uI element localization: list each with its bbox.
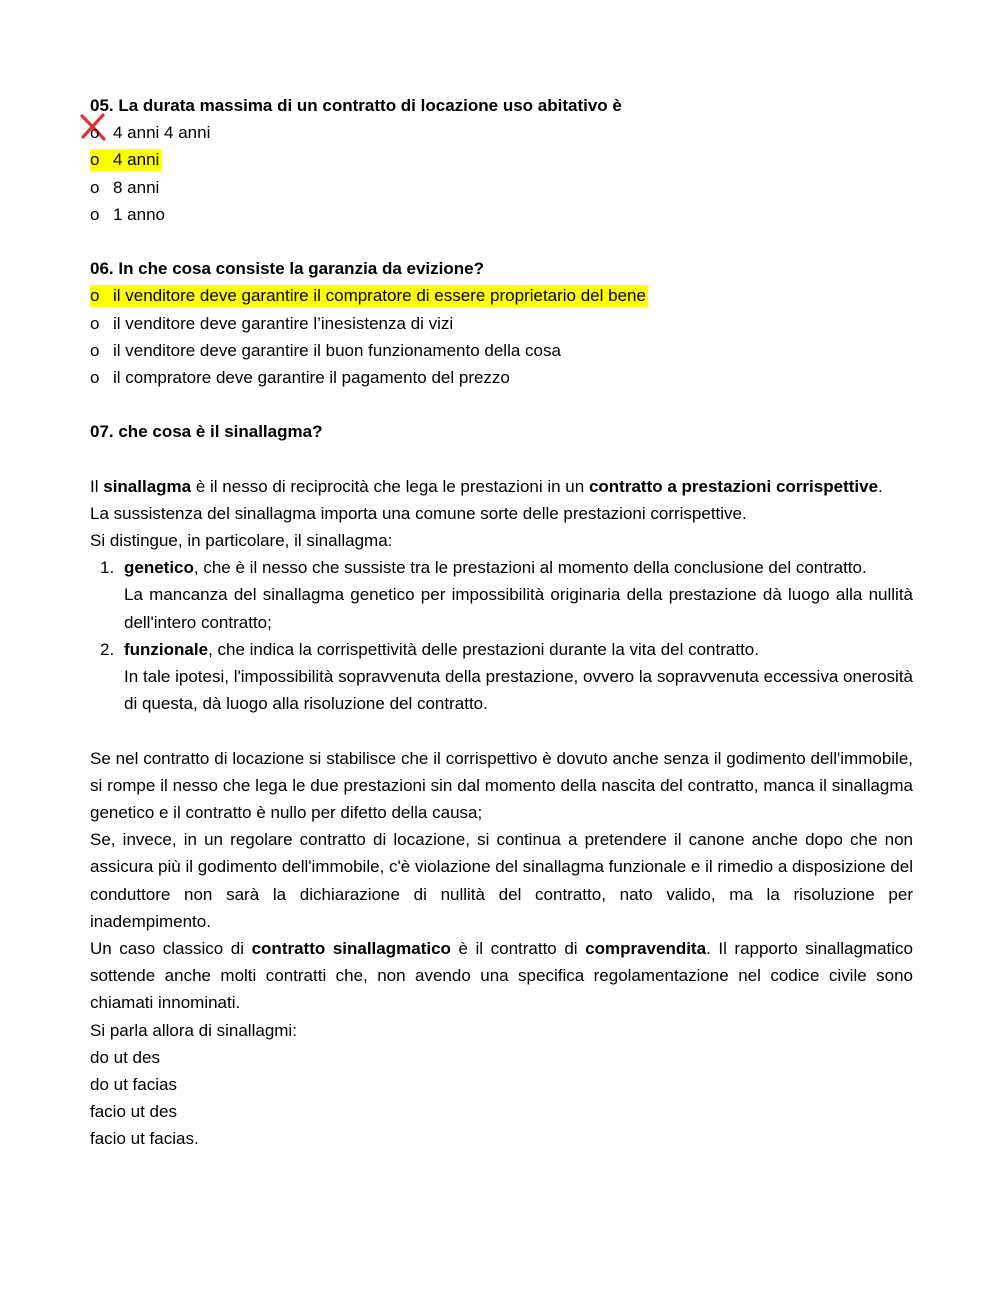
paragraph-sussistenza: La sussistenza del sinallagma importa una comune sorte delle prestazioni corrispettive. [90,503,747,523]
question-05-title: 05. La durata massima di un contratto di locazione uso abitativo è [90,96,622,115]
option-bullet: o [90,150,100,170]
option-06-c [90,337,913,364]
option-label: 4 anni [113,150,160,170]
option-label: il venditore deve garantire il compratore di essere proprietario del bene [113,286,646,306]
paragraph-distingue: Si distingue, in particolare, il sinallagma: [90,531,393,551]
paragraph-parla: Si parla allora di sinallagmi: [90,1020,297,1040]
option-bullet: o [90,177,100,197]
question-07-title: 07. che cosa è il sinallagma? [90,422,323,442]
paragraph-caso-classico: Un caso classico di contratto sinallagmatico è il contratto di compravendita. Il rapporto sinallagmatico sottende anche molti contratti che, non avendo una specifica regolamentazione nel codice civile sono chiamati innominati. [90,939,914,1013]
sinallagma-types-list [90,554,913,717]
option-bullet: o [90,123,100,143]
option-bullet: o [90,313,100,333]
option-05-b-correct [90,146,913,173]
option-bullet: o [90,340,100,360]
option-05-a [90,119,913,146]
latin-formula: facio ut facias. [90,1129,199,1149]
option-label: 4 anni 4 anni [113,123,211,143]
correct-answer-highlight [90,149,161,171]
document-page [90,92,913,1153]
option-label: il venditore deve garantire l’inesistenza di vizi [113,313,454,333]
option-05-d [90,201,913,228]
option-label: 1 anno [113,204,165,224]
option-06-a-correct [90,282,913,309]
paragraph-locazione-2: Se, invece, in un regolare contratto di locazione, si continua a pretendere il canone anche dopo che non assicura più il godimento dell'immobile, c'è violazione del sinallagma funzionale e il rimedio a disposizione del conduttore non sarà la dichiarazione di nullità del contratto, nato valido, ma la risoluzione per inadempimento. [90,830,913,931]
option-bullet: o [90,367,100,387]
option-label: 8 anni [113,177,160,197]
paragraph-definition: Il sinallagma è il nesso di reciprocità che lega le prestazioni in un contratto a prestazioni corrispettive. [90,476,883,496]
option-label: il venditore deve garantire il buon funzionamento della cosa [113,340,561,360]
paragraph-locazione-1: Se nel contratto di locazione si stabilisce che il corrispettivo è dovuto anche senza il godimento dell'immobile, si rompe il nesso che lega le due prestazioni sin dal momento della nascita del contratto, manca il sinallagma genetico e il contratto è nullo per difetto della causa; [90,748,913,823]
latin-formula: facio ut des [90,1102,177,1122]
answer-07-body [90,473,913,1153]
option-05-c [90,174,913,201]
list-item: 1. genetico, che è il nesso che sussiste tra le prestazioni al momento della conclusione del contratto. La mancanza del sinallagma genetico per impossibilità originaria della prestazione dà luogo alla nullità dell'intero contratto; [100,558,913,632]
option-06-d [90,364,913,391]
latin-formula: do ut des [90,1047,160,1067]
option-06-b [90,310,913,337]
latin-formula: do ut facias [90,1075,177,1095]
list-item: 2. funzionale, che indica la corrispettività delle prestazioni durante la vita del contratto. In tale ipotesi, l'impossibilità sopravvenuta della prestazione, ovvero la sopravvenuta eccessiva onerosità di questa, dà luogo alla risoluzione del contratto. [100,639,913,714]
option-bullet: o [90,286,100,306]
correct-answer-highlight [90,285,648,307]
question-06-title: 06. In che cosa consiste la garanzia da evizione? [90,259,484,279]
option-bullet: o [90,204,100,224]
option-label: il compratore deve garantire il pagamento del prezzo [113,367,510,387]
